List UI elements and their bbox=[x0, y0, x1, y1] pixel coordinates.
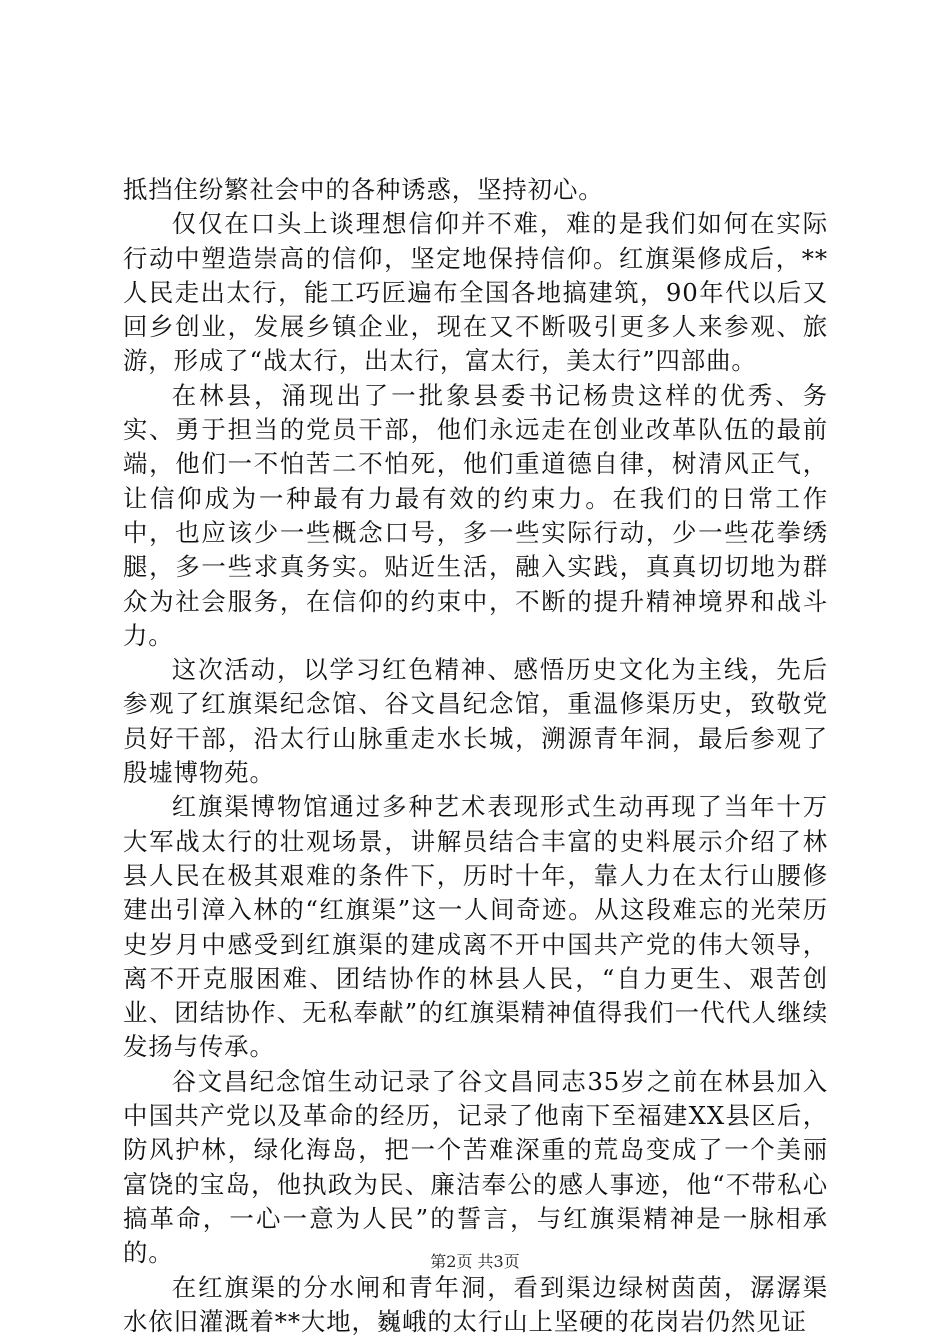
paragraph-continuation: 抵挡住纷繁社会中的各种诱惑，坚持初心。 bbox=[123, 175, 604, 204]
paragraph-guwenchang-memorial: 谷文昌纪念馆生动记录了谷文昌同志35岁之前在林县加入中国共产党以及革命的经历，记录了他南下至福建XX县区后，防风护林，绿化海岛，把一个苦难深重的荒岛变成了一个美丽富饶的宝岛，他执政为民、廉洁奉公的感人事迹，他“不带私心搞革命，一心一意为人民”的誓言，与红旗渠精神是一脉相承的。 bbox=[123, 1066, 828, 1268]
document-body bbox=[123, 173, 828, 1339]
paragraph-ideals-belief: 仅仅在口头上谈理想信仰并不难，难的是我们如何在实际行动中塑造崇高的信仰，坚定地保持信仰。红旗渠修成后，**人民走出太行，能工巧匠遍布全国各地搞建筑，90年代以后又回乡创业，发展乡镇企业，现在又不断吸引更多人来参观、旅游，形成了“战太行，出太行，富太行，美太行”四部曲。 bbox=[123, 209, 828, 376]
paragraph-youth-cave: 在红旗渠的分水闸和青年洞，看到渠边绿树茵茵，潺潺渠水依旧灌溉着**大地，巍峨的太行山上坚硬的花岗岩仍然见证 bbox=[123, 1272, 828, 1336]
page-number-footer: 第2页 共3页 bbox=[430, 1252, 520, 1271]
paragraph-hongqiqu-museum: 红旗渠博物馆通过多种艺术表现形式生动再现了当年十万大军战太行的壮观场景，讲解员结合丰富的史料展示介绍了林县人民在极其艰难的条件下，历时十年，靠人力在太行山腰修建出引漳入林的“红旗渠”这一人间奇迹。从这段难忘的光荣历史岁月中感受到红旗渠的建成离不开中国共产党的伟大领导，离不开克服困难、团结协作的林县人民，“自力更生、艰苦创业、团结协作、无私奉献”的红旗渠精神值得我们一代代人继续发扬与传承。 bbox=[123, 792, 828, 1062]
paragraph-activity-overview: 这次活动，以学习红色精神、感悟历史文化为主线，先后参观了红旗渠纪念馆、谷文昌纪念馆，重温修渠历史，致敬党员好干部，沿太行山脉重走水长城，溯源青年洞，最后参观了殷墟博物苑。 bbox=[123, 655, 828, 788]
paragraph-linxian-cadres: 在林县，涌现出了一批象县委书记杨贵这样的优秀、务实、勇于担当的党员干部，他们永远走在创业改革队伍的最前端，他们一不怕苦二不怕死，他们重道德自律，树清风正气，让信仰成为一种最有力最有效的约束力。在我们的日常工作中，也应该少一些概念口号，多一些实际行动，少一些花拳绣腿，多一些求真务实。贴近生活，融入实践，真真切切地为群众为社会服务，在信仰的约束中，不断的提升精神境界和战斗力。 bbox=[123, 380, 828, 650]
